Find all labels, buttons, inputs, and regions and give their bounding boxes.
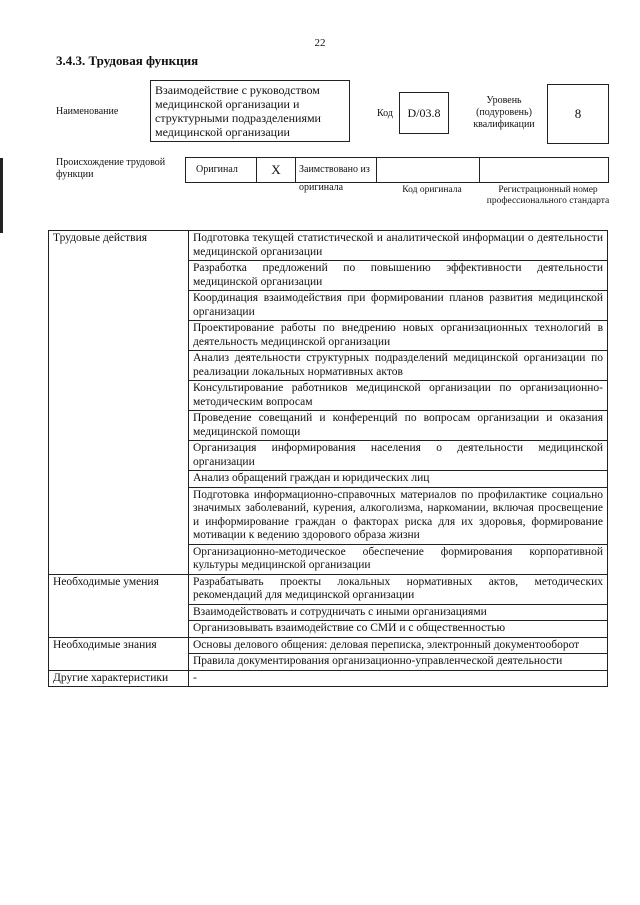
page-number: 22 [314,37,326,49]
section-title: 3.4.3. Трудовая функция [56,53,199,68]
table-cell: Организационно-методическое обеспечение формирования корпоративной культуры медицинской организации [189,544,608,574]
table-cell: Организовывать взаимодействие со СМИ и с общественностью [189,621,608,638]
code-value-box: D/03.8 [399,92,449,134]
borrowed-label: Заимствовано из оригинала [299,164,370,193]
level-value-box: 8 [547,84,609,144]
reg-number-cell [479,157,609,183]
table-cell: Правила документирования организационно-управленческой деятельности [189,654,608,671]
table-row [49,231,608,261]
original-cell [185,157,257,183]
table-cell: Подготовка текущей статистической и аналитической информации о деятельности медицинской организации [189,231,608,261]
table-cell: Разработка предложений по повышению эффективности деятельности медицинской организации [189,261,608,291]
table-cell: Анализ обращений граждан и юридических лиц [189,471,608,488]
table-cell: Проведение совещаний и конференций по вопросам организации и оказания медицинской помощи [189,411,608,441]
table-cell: Подготовка информационно-справочных материалов по профилактике социально значимых заболеваний, курения, алкоголизма, наркомании, включая просвещение и информирование граждан о факторах риска для их здоровья, формирование мотивации к ведению здорового образа жизни [189,487,608,544]
section-title-other: Другие характеристики [49,670,189,687]
section-title-actions: Трудовые действия [49,231,189,575]
original-mark: X [271,162,281,177]
table-cell: - [189,670,608,687]
table-cell: Консультирование работников медицинской организации по организационно-методическим вопросам [189,381,608,411]
table-cell: Основы делового общения: деловая переписка, электронный документооборот [189,637,608,654]
reg-caption: Регистрационный номер профессионального стандарта [486,185,610,206]
original-mark-cell [256,157,296,183]
section-title-knowledge: Необходимые знания [49,637,189,670]
table-cell: Координация взаимодействия при формировании планов развития медицинской организации [189,291,608,321]
table-row [49,670,608,687]
function-name-box: Взаимодействие с руководством медицинской организации и структурными подразделениями медицинской организации [150,80,350,142]
table-cell: Разрабатывать проекты локальных нормативных актов, методических рекомендаций для медицинской организации [189,574,608,604]
original-code-cell [376,157,480,183]
table-cell: Анализ деятельности структурных подразделений медицинской организации по реализации локальных нормативных актов [189,351,608,381]
code-caption: Код оригинала [402,185,462,195]
code-label: Код [377,108,393,119]
borrowed-cell [295,157,377,193]
table-cell: Взаимодействовать и сотрудничать с иными организациями [189,604,608,621]
section-title-skills: Необходимые умения [49,574,189,637]
naming-label: Наименование [56,106,119,117]
scan-edge-mark [0,158,3,233]
table-row [49,574,608,604]
function-details-table [48,230,608,687]
level-label: Уровень (подуровень) квалификации [473,95,535,130]
table-cell: Проектирование работы по внедрению новых организационных технологий в деятельность медицинской организации [189,321,608,351]
original-label: Оригинал [196,164,238,175]
table-cell: Организация информирования населения о деятельности медицинской организации [189,441,608,471]
origin-label: Происхождение трудовой функции [56,157,166,180]
table-row [49,637,608,654]
